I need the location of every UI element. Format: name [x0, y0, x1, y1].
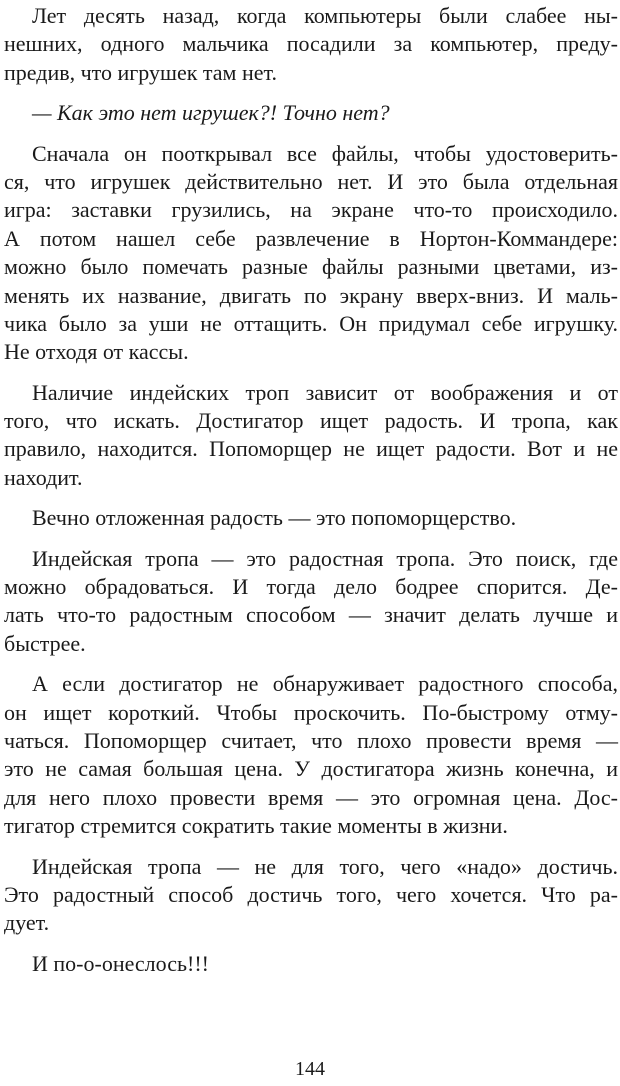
paragraph [4, 379, 618, 493]
paragraph [4, 545, 618, 659]
text-line: А потом нашел себе развлечение в Нортон-Коммандере: [4, 225, 618, 251]
paragraph-gap [4, 841, 618, 853]
text-line: — Как это нет игрушек?! Точно нет? [32, 100, 390, 126]
text-line: И по-о-онеслось!!! [32, 950, 209, 976]
paragraph-gap [4, 367, 618, 379]
text-line: Это радостный способ достичь того, чего хочется. Что ра- [4, 881, 618, 907]
text-line: Индейская тропа — не для того, чего «надо» достичь. [32, 853, 618, 879]
paragraph-gap [4, 87, 618, 99]
paragraph-gap [4, 128, 618, 140]
paragraph [4, 2, 618, 87]
text-line: нешних, одного мальчика посадили за компьютер, преду- [4, 31, 618, 57]
text-line: для него плохо провести время — это огромная цена. Дос- [4, 784, 618, 810]
text-line: Сначала он пооткрывал все файлы, чтобы удостоверить- [32, 140, 618, 166]
page-number: 144 [295, 1058, 325, 1080]
text-line: можно обрадоваться. И тогда дело бодрее спорится. Де- [4, 574, 618, 600]
text-line: А если достигатор не обнаруживает радостного способа, [32, 671, 618, 697]
text-line: менять их название, двигать по экрану вверх-вниз. И маль- [4, 282, 618, 308]
text-line: правило, находится. Попоморщер не ищет радости. Вот и не [4, 436, 618, 462]
text-line: Индейская тропа — это радостная тропа. Это поиск, где [32, 545, 618, 571]
text-line: Не отходя от кассы. [4, 339, 189, 365]
paragraph [4, 950, 618, 978]
text-line: игра: заставки грузились, на экране что-то происходило. [4, 197, 618, 223]
text-line: находит. [4, 464, 83, 490]
text-line: он ищет короткий. Чтобы проскочить. По-быстрому отму- [4, 699, 618, 725]
paragraph-gap [4, 658, 618, 670]
paragraph [4, 670, 618, 840]
text-line: можно было помечать разные файлы разными цветами, из- [4, 254, 618, 280]
paragraph [4, 853, 618, 938]
paragraph [4, 140, 618, 367]
text-line: быстрее. [4, 630, 86, 656]
text-line: это не самая большая цена. У достигатора жизнь конечна, и [4, 756, 618, 782]
paragraph-gap [4, 492, 618, 504]
text-line: того, что искать. Достигатор ищет радость. И тропа, как [4, 408, 618, 434]
text-line: предив, что игрушек там нет. [4, 59, 277, 85]
text-line: Наличие индейских троп зависит от воображения и от [32, 379, 618, 405]
text-line: ся, что игрушек действительно нет. И это была отдельная [4, 168, 618, 194]
text-line: чаться. Попоморщер считает, что плохо провести время — [4, 727, 618, 753]
paragraph-gap [4, 533, 618, 545]
text-line: Лет десять назад, когда компьютеры были слабее ны- [32, 3, 618, 28]
text-line: чика было за уши не оттащить. Он придумал себе игрушку. [4, 310, 618, 336]
paragraph [4, 99, 618, 127]
text-line: Вечно отложенная радость — это попоморщерство. [32, 505, 517, 531]
paragraph [4, 504, 618, 532]
text-line: тигатор стремится сократить такие моменты в жизни. [4, 813, 508, 839]
text-line: лать что-то радостным способом — значит делать лучше и [4, 602, 618, 628]
text-line: дует. [4, 910, 50, 936]
paragraph-gap [4, 938, 618, 950]
body-text [4, 2, 618, 978]
